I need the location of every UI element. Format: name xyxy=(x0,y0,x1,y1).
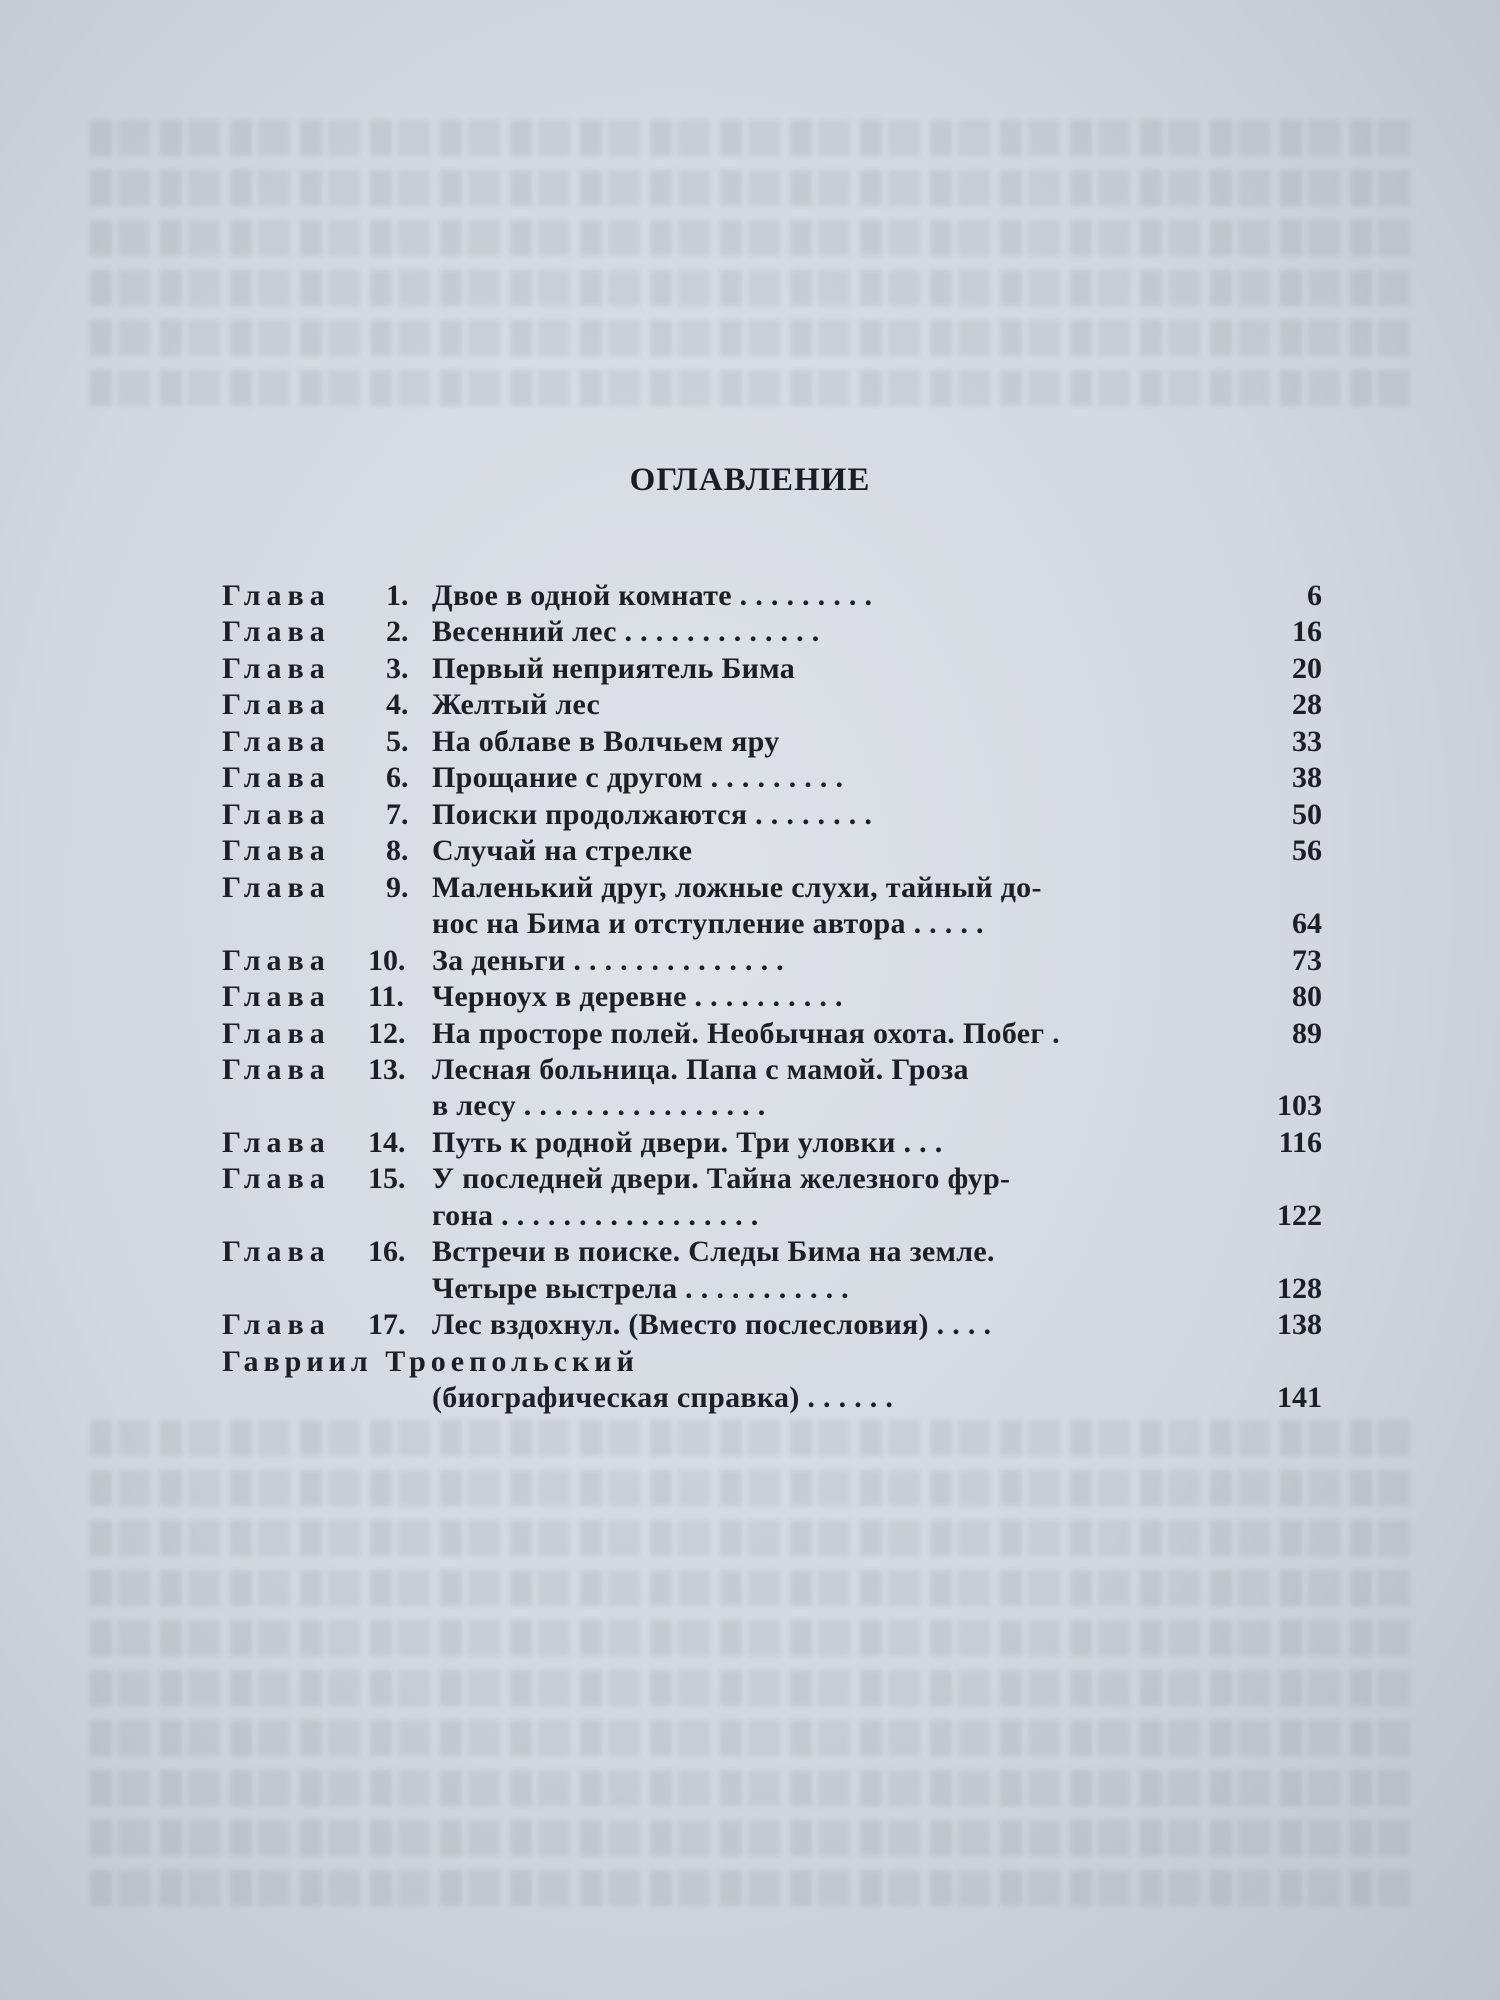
toc-chapter-label: Глава xyxy=(222,980,331,1013)
toc-chapter-title: У последней двери. Тайна железного фур- xyxy=(432,1162,1011,1195)
toc-chapter-number: 5. xyxy=(386,725,409,758)
toc-entry xyxy=(0,797,1500,833)
bleed-through-line xyxy=(90,120,1420,156)
toc-chapter-title: На облаве в Волчьем яру xyxy=(432,725,780,758)
toc-chapter-title: За деньги . . . . . . . . . . . . . . xyxy=(432,944,784,977)
toc-chapter-number: 7. xyxy=(386,798,409,831)
toc-entry xyxy=(0,760,1500,796)
toc-page-number: 33 xyxy=(1292,725,1322,758)
toc-entry xyxy=(0,724,1500,760)
toc-chapter-title: гона . . . . . . . . . . . . . . . . . xyxy=(432,1199,759,1232)
toc-page-number: 28 xyxy=(1292,688,1322,721)
toc-page-number: 128 xyxy=(1277,1272,1322,1305)
bleed-through-line xyxy=(90,1420,1420,1456)
bleed-through-line xyxy=(90,270,1420,306)
toc-chapter-label: Глава xyxy=(222,688,331,721)
toc-page-number: 116 xyxy=(1278,1126,1322,1159)
toc-chapter-label: Глава xyxy=(222,725,331,758)
toc-chapter-label: Глава xyxy=(222,1126,331,1159)
toc-entry xyxy=(0,1125,1500,1161)
toc-entry xyxy=(0,1271,1500,1307)
toc-entry xyxy=(0,1234,1500,1270)
toc-page-number: 38 xyxy=(1292,761,1322,794)
toc-page-number: 89 xyxy=(1292,1017,1322,1050)
toc-chapter-number: 2. xyxy=(386,615,409,648)
bleed-through-line xyxy=(90,1570,1420,1606)
toc-chapter-title: Черноух в деревне . . . . . . . . . . xyxy=(432,980,843,1013)
toc-chapter-title: Маленький друг, ложные слухи, тайный до- xyxy=(432,871,1042,904)
bleed-through-line xyxy=(90,1470,1420,1506)
bleed-through-line xyxy=(90,1620,1420,1656)
toc-page-number: 122 xyxy=(1277,1199,1322,1232)
toc-page-number: 141 xyxy=(1277,1381,1322,1414)
toc-chapter-number: 6. xyxy=(386,761,409,794)
toc-chapter-number: 3. xyxy=(386,652,409,685)
toc-chapter-label: Глава xyxy=(222,1308,331,1341)
toc-chapter-title: Поиски продолжаются . . . . . . . . xyxy=(432,798,873,831)
page-title: ОГЛАВЛЕНИЕ xyxy=(629,462,871,498)
toc-chapter-title: Встречи в поиске. Следы Бима на земле. xyxy=(432,1235,995,1268)
toc-chapter-label: Глава xyxy=(222,761,331,794)
toc-page-number: 6 xyxy=(1307,579,1322,612)
toc-entry xyxy=(0,1198,1500,1234)
toc-page-number: 73 xyxy=(1292,944,1322,977)
toc-chapter-title: Прощание с другом . . . . . . . . . xyxy=(432,761,844,794)
toc-chapter-title: Лесная больница. Папа с мамой. Гроза xyxy=(432,1053,969,1086)
toc-chapter-title: в лесу . . . . . . . . . . . . . . . . xyxy=(432,1089,766,1122)
toc-entry xyxy=(0,870,1500,906)
bleed-through-line xyxy=(90,1720,1420,1756)
toc-entry xyxy=(0,1161,1500,1197)
toc-page-number: 20 xyxy=(1292,652,1322,685)
toc-entry xyxy=(0,1016,1500,1052)
toc-chapter-number: 17. xyxy=(368,1308,406,1341)
toc-chapter-label: Глава xyxy=(222,652,331,685)
toc-chapter-number: 15. xyxy=(368,1162,406,1195)
toc-chapter-label: Глава xyxy=(222,1235,331,1268)
toc-page-number: 16 xyxy=(1292,615,1322,648)
toc-page-number: 64 xyxy=(1292,907,1322,940)
toc-chapter-label: Глава xyxy=(222,1162,331,1195)
toc-chapter-title: (биографическая справка) . . . . . . xyxy=(432,1381,894,1414)
toc-chapter-label: Глава xyxy=(222,579,331,612)
toc-entry xyxy=(0,906,1500,942)
toc-chapter-title: Лес вздохнул. (Вместо послесловия) . . . . xyxy=(432,1308,992,1341)
toc-page-number: 80 xyxy=(1292,980,1322,1013)
bleed-through-line xyxy=(90,320,1420,356)
toc-chapter-title: Путь к родной двери. Три уловки . . . xyxy=(432,1126,943,1159)
toc-entry xyxy=(0,833,1500,869)
toc-chapter-label: Глава xyxy=(222,1053,331,1086)
bleed-through-line xyxy=(90,1670,1420,1706)
toc-chapter-number: 13. xyxy=(368,1053,406,1086)
bleed-through-line xyxy=(90,1520,1420,1556)
toc-chapter-number: 10. xyxy=(368,944,406,977)
toc-entry xyxy=(0,979,1500,1015)
toc-entry xyxy=(0,651,1500,687)
toc-entry xyxy=(0,1380,1500,1416)
toc-chapter-number: 14. xyxy=(368,1126,406,1159)
toc-page-number: 56 xyxy=(1292,834,1322,867)
toc-chapter-title: Весенний лес . . . . . . . . . . . . . xyxy=(432,615,820,648)
toc-entry xyxy=(0,1307,1500,1343)
toc-entry xyxy=(0,943,1500,979)
toc-chapter-title: Четыре выстрела . . . . . . . . . . . xyxy=(432,1272,849,1305)
bleed-through-line xyxy=(90,1820,1420,1856)
toc-chapter-label: Глава xyxy=(222,798,331,831)
toc-chapter-label: Глава xyxy=(222,615,331,648)
toc-chapter-number: 12. xyxy=(368,1017,406,1050)
toc-page-number: 138 xyxy=(1277,1308,1322,1341)
toc-chapter-title: Первый неприятель Бима xyxy=(432,652,796,685)
toc-entry xyxy=(0,1052,1500,1088)
toc-chapter-title: нос на Бима и отступление автора . . . . . xyxy=(432,907,984,940)
toc-chapter-label: Глава xyxy=(222,834,331,867)
toc-chapter-label: Глава xyxy=(222,871,331,904)
toc-chapter-title: Желтый лес xyxy=(432,688,601,721)
toc-chapter-number: 8. xyxy=(386,834,409,867)
toc-chapter-label: Глава xyxy=(222,944,331,977)
toc-chapter-number: 16. xyxy=(368,1235,406,1268)
toc-entry xyxy=(0,614,1500,650)
toc-page-number: 50 xyxy=(1292,798,1322,831)
toc-chapter-number: 4. xyxy=(386,688,409,721)
bleed-through-line xyxy=(90,170,1420,206)
bleed-through-line xyxy=(90,1770,1420,1806)
toc-chapter-title: На просторе полей. Необычная охота. Побег . xyxy=(432,1017,1060,1050)
toc-entry xyxy=(0,578,1500,614)
toc-entry xyxy=(0,1344,1500,1380)
bleed-through-line xyxy=(90,1870,1420,1906)
toc-chapter-label: Гавриил Троепольский xyxy=(222,1345,639,1378)
toc-entry xyxy=(0,687,1500,723)
toc-chapter-title: Двое в одной комнате . . . . . . . . . xyxy=(432,579,873,612)
bleed-through-line xyxy=(90,220,1420,256)
toc-chapter-label: Глава xyxy=(222,1017,331,1050)
bleed-through-line xyxy=(90,370,1420,406)
toc-page-number: 103 xyxy=(1277,1089,1322,1122)
toc-chapter-number: 11. xyxy=(368,980,404,1013)
toc-entry xyxy=(0,1088,1500,1124)
toc-chapter-title: Случай на стрелке xyxy=(432,834,693,867)
toc-chapter-number: 9. xyxy=(386,871,409,904)
toc-chapter-number: 1. xyxy=(386,579,409,612)
